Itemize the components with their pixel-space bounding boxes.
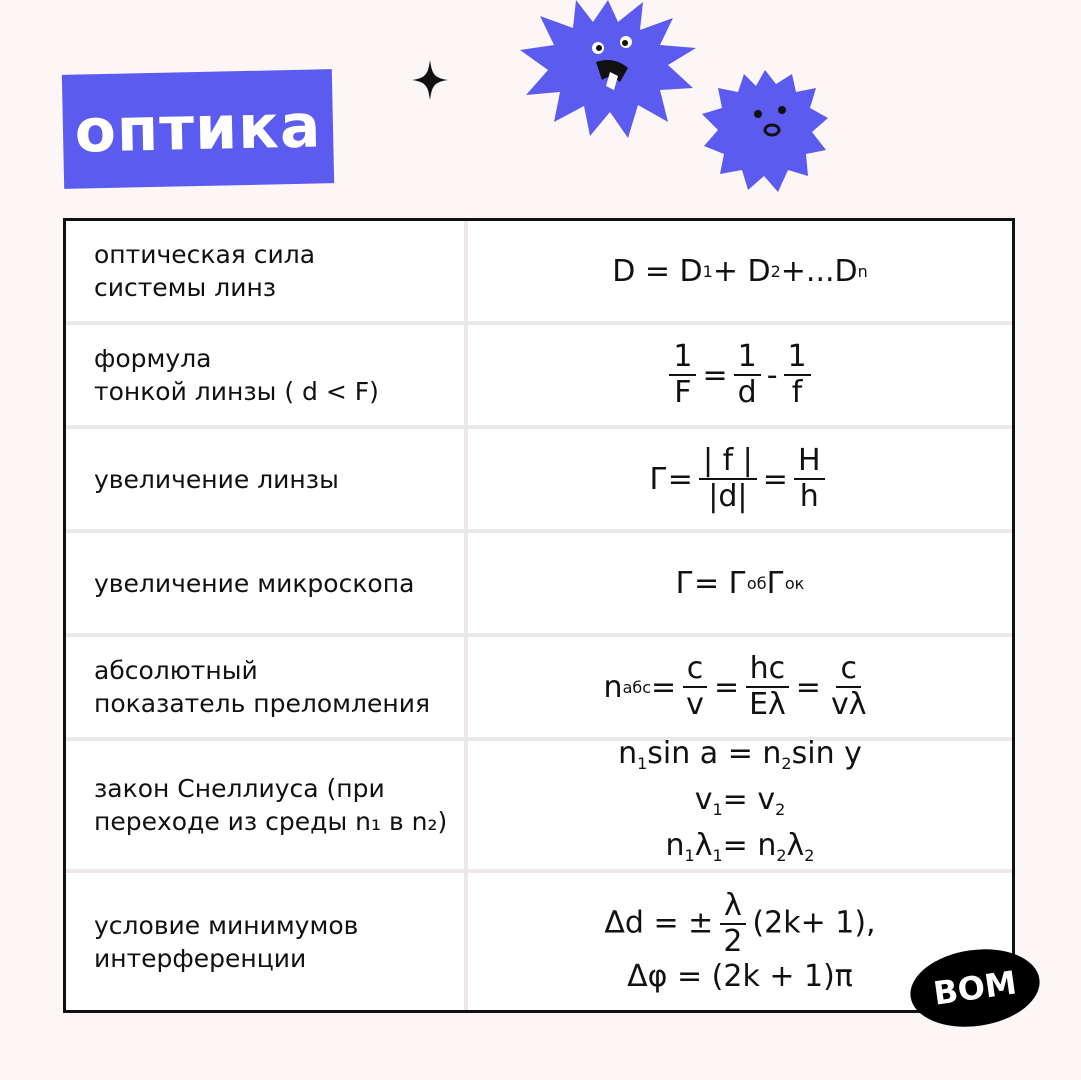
row-label: увеличение микроскопа [66,533,468,637]
formula-refractive-index: n абс = $\frac{c}{v}$ = $\frac{hc}{E\lambda}$ = $\frac{c}{v\lambda}$ [468,637,1012,741]
sparkle-icon [412,60,448,100]
spiky-monster-icon [518,0,698,140]
row-label: увеличение линзы [66,429,468,533]
row-label: формула тонкой линзы ( d < F) [66,325,468,429]
page-title: оптика [73,91,323,167]
formula-optical-power: D = D 1 + D 2 +...D n [468,221,1012,325]
row-label: закон Снеллиуса (при переходе из среды n₁ в n₂) [66,741,468,873]
formula-table [63,218,1015,1013]
round-monster-icon [700,70,830,195]
title-banner [62,69,334,189]
row-label: условие минимумов интерференции [66,873,468,1010]
row-label: оптическая сила системы линз [66,221,468,325]
brand-logo: ВОМ [905,941,1044,1034]
formula-microscope: Г= Г об Г ок [468,533,1012,637]
formula-thin-lens: $\frac{1}{F}$ = $\frac{1}{d}$ - $\frac{1}{f}$ [468,325,1012,429]
row-label: абсолютный показатель преломления [66,637,468,741]
formula-snell: $n_1\sin$ $a = n_2\sin$ y $v_1= v_2$ $n_1\lambda_1= n_2\lambda_2$ [468,741,1012,873]
formula-interference: Δd = ± $\frac{\lambda}{2}$ (2k+ 1), Δφ = (2k + 1)π [604,887,876,994]
formula-lens-magnification: Г= $\frac{| f |}{|d|}$ = $\frac{H}{h}$ [468,429,1012,533]
